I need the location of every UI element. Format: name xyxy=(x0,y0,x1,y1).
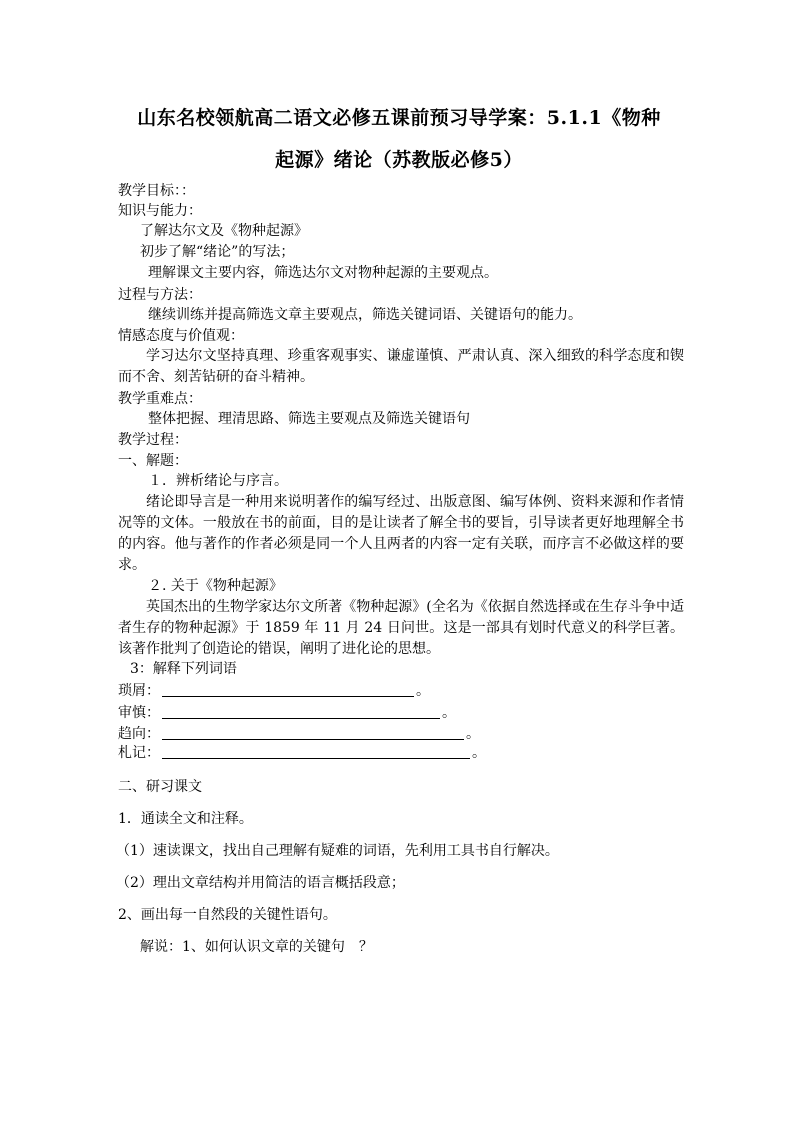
vocab-term: 审慎： xyxy=(118,705,160,721)
vocab-row xyxy=(118,743,683,764)
process-section-heading: 教学过程： xyxy=(118,432,188,448)
section-1-heading: 一、解题： xyxy=(118,453,188,469)
study-step-1a: （1）速读课文，找出自己理解有疑难的词语，先利用工具书自行解决。 xyxy=(116,843,559,859)
item-2-body: 英国杰出的生物学家达尔文所著《物种起源》(全名为《依据自然选择或在生存斗争中适者生存的物种起源》于 1859 年 11 月 24 日问世。这是一部具有划时代意义的科学巨著。该著作批判了创造论的错误，阐明了进化论的思想。 xyxy=(118,599,684,657)
answer-blank[interactable] xyxy=(162,682,414,697)
vocab-end: 。 xyxy=(466,726,480,742)
document-title-line-2: 起源》绪论（苏教版必修5） xyxy=(275,149,523,171)
vocab-row xyxy=(118,681,683,702)
item-1-body: 绪论即导言是一种用来说明著作的编写经过、出版意图、编写体例、资料来源和作者情况等的文体。一般放在书的前面，目的是让读者了解全书的要旨，引导读者更好地理解全书的内容。他与著作的作者必须是同一个人且两者的内容一定有关联，而序言不必做这样的要求。 xyxy=(118,494,684,573)
vocab-term: 札记： xyxy=(118,745,160,761)
study-step-1b: （2）理出文章结构并用简洁的语言概括段意； xyxy=(116,875,405,891)
goals-heading: 教学目标：： xyxy=(118,183,195,199)
answer-blank[interactable] xyxy=(162,704,440,719)
item-3-title: 3：解释下列词语 xyxy=(130,661,237,677)
knowledge-heading: 知识与能力： xyxy=(118,203,202,219)
emotion-item: 学习达尔文坚持真理、珍重客观事实、谦虚谨慎、严肃认真、深入细致的科学态度和锲而不舍、刻苦钻研的奋斗精神。 xyxy=(118,348,684,385)
study-note: 解说：1、如何认识文章的关键句 ？ xyxy=(140,939,373,955)
process-item: 继续训练并提高筛选文章主要观点，筛选关键词语、关键语句的能力。 xyxy=(148,307,582,323)
knowledge-item: 理解课文主要内容，筛选达尔文对物种起源的主要观点。 xyxy=(148,265,498,281)
document-title-line-1: 山东名校领航高二语文必修五课前预习导学案：5.1.1《物种 xyxy=(137,107,661,129)
vocab-row xyxy=(118,724,683,745)
knowledge-item: 了解达尔文及《物种起源》 xyxy=(140,223,308,239)
vocab-end: 。 xyxy=(416,683,430,699)
item-2-title: ２. 关于《物种起源》 xyxy=(148,578,283,594)
vocab-term: 琐屑： xyxy=(118,683,160,699)
key-points-item: 整体把握、理清思路、筛选主要观点及筛选关键语句 xyxy=(148,411,470,427)
study-step-1: 1．通读全文和注释。 xyxy=(118,811,253,827)
study-step-2: 2、画出每一自然段的关键性语句。 xyxy=(118,907,337,923)
answer-blank[interactable] xyxy=(162,725,464,740)
vocab-end: 。 xyxy=(442,705,456,721)
answer-blank[interactable] xyxy=(162,744,470,759)
vocab-row xyxy=(118,703,683,724)
knowledge-item: 初步了解“绪论”的写法； xyxy=(140,244,295,260)
vocab-term: 趋向： xyxy=(118,726,160,742)
item-1-title: １．辨析绪论与序言。 xyxy=(148,473,288,489)
vocab-end: 。 xyxy=(472,745,486,761)
process-heading: 过程与方法： xyxy=(118,287,202,303)
emotion-heading: 情感态度与价值观： xyxy=(118,328,244,344)
key-points-heading: 教学重难点： xyxy=(118,391,202,407)
section-2-heading: 二、研习课文 xyxy=(118,779,202,795)
